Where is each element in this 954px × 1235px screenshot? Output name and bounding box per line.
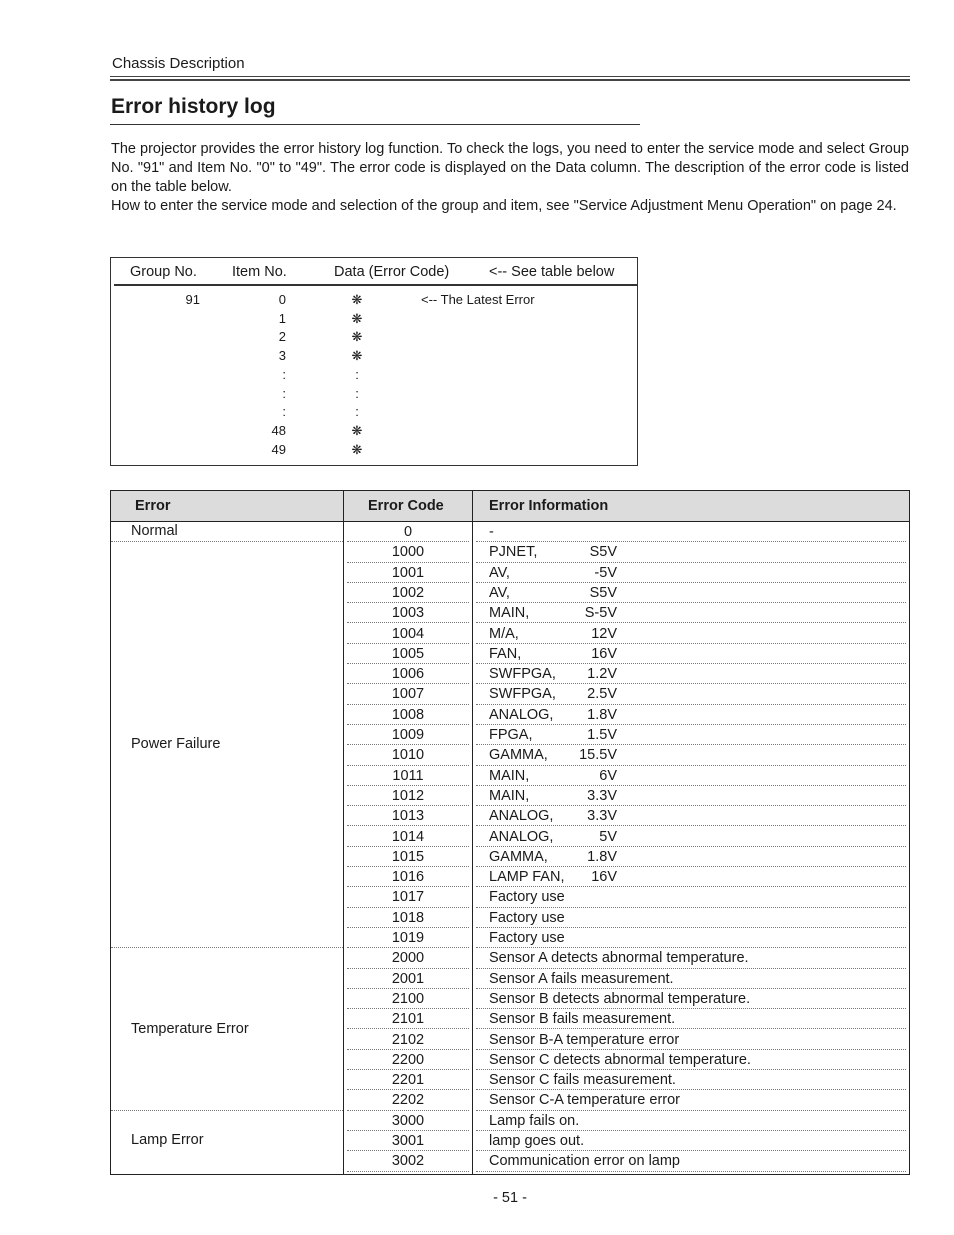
error-code-cell: 1012 [391, 787, 425, 804]
error-code-cell: 2202 [391, 1092, 425, 1109]
error-info-cell: Factory use [489, 930, 565, 946]
table-row [344, 948, 909, 968]
log-data-value: ❋ [351, 329, 363, 345]
intro-paragraph: How to enter the service mode and selection of the group and item, see "Service Adjustment Menu Operation" on page 24. [111, 198, 897, 214]
table-row [344, 745, 909, 765]
log-item-no: 0 [278, 292, 286, 307]
header-see-table: <-- See table below [489, 264, 615, 280]
error-voltage-cell: 3.3V [587, 808, 617, 825]
group-value: 91 [185, 292, 200, 307]
log-data-value: ❋ [351, 441, 363, 457]
log-item-no: : [282, 385, 286, 401]
error-info-cell: Sensor C-A temperature error [489, 1092, 680, 1109]
error-code-cell: 1004 [391, 625, 425, 642]
table-row [344, 644, 909, 664]
table-row [344, 806, 909, 826]
log-item-no: 3 [278, 348, 286, 364]
header-rule-thick [110, 79, 910, 81]
error-code-cell: 2102 [391, 1031, 425, 1048]
intro-paragraph: The projector provides the error history log function. To check the logs, you need to enter the service mode and select Group No. "91" and Item No. "0" to "49". The error code is displayed on the Data column. The description of the error code is listed on the table below. [111, 141, 909, 195]
table-row [344, 705, 909, 725]
log-item-no: 1 [278, 310, 286, 326]
log-data-value: ❋ [351, 422, 363, 438]
error-info-cell: MAIN, [489, 767, 530, 784]
table-row [344, 1111, 909, 1131]
log-item-no: 48 [271, 422, 286, 438]
error-voltage-cell: 6V [599, 767, 617, 784]
error-code-cell: 1006 [391, 666, 425, 683]
error-code-cell: 1001 [391, 564, 425, 581]
error-code-cell: 1017 [391, 889, 425, 906]
title-underline [110, 124, 640, 125]
error-code-cell: 1010 [391, 747, 425, 764]
error-info-cell: SWFPGA, [489, 666, 556, 683]
log-item-no: 2 [278, 329, 286, 345]
table-row [344, 867, 909, 887]
category-separator [111, 947, 343, 948]
error-voltage-cell: 16V [591, 645, 617, 662]
section-label: Chassis Description [112, 55, 245, 72]
error-code-cell: 1005 [391, 645, 425, 662]
error-code-cell: 2200 [391, 1051, 425, 1068]
error-code-cell: 1016 [391, 869, 425, 886]
category-separator [111, 541, 343, 542]
error-voltage-cell: 1.8V [587, 706, 617, 723]
error-info-cell: LAMP FAN, [489, 869, 565, 886]
error-voltage-cell: 1.8V [587, 848, 617, 865]
error-voltage-cell: S5V [589, 584, 617, 601]
table-row [344, 684, 909, 704]
table-row [344, 1050, 909, 1070]
error-info-cell: Factory use [489, 909, 565, 926]
error-category-label: Power Failure [131, 736, 221, 753]
error-category-label: Temperature Error [131, 1020, 249, 1037]
error-info-cell: ANALOG, [489, 706, 554, 723]
error-category-label: Normal [131, 523, 178, 540]
log-header-rule [114, 284, 637, 286]
header-group-no: Group No. [130, 264, 197, 280]
log-box [110, 257, 638, 466]
intro-text [111, 140, 909, 216]
table-row [344, 1131, 909, 1151]
error-info-cell: ANALOG, [489, 828, 554, 845]
error-voltage-cell: 3.3V [587, 787, 617, 804]
table-row [344, 847, 909, 867]
table-row [344, 725, 909, 745]
error-code-cell: 2101 [391, 1011, 425, 1028]
error-info-cell: GAMMA, [489, 848, 548, 865]
error-info-cell: - [489, 524, 494, 540]
error-code-cell: 2100 [391, 990, 425, 1007]
header-data: Data (Error Code) [334, 264, 450, 280]
header-item-no: Item No. [232, 264, 287, 280]
error-code-cell: 2201 [391, 1072, 425, 1089]
error-info-cell: Sensor C fails measurement. [489, 1072, 676, 1089]
table-row [344, 542, 909, 562]
log-item-no: 49 [271, 441, 286, 457]
log-data-value: : [355, 385, 359, 401]
log-item-no: : [282, 404, 286, 420]
error-info-cell: Sensor A fails measurement. [489, 970, 674, 987]
error-info-cell: Factory use [489, 889, 565, 906]
table-row [344, 827, 909, 847]
error-table [110, 490, 910, 1175]
error-info-cell: SWFPGA, [489, 686, 556, 703]
column-error: Error [135, 498, 171, 514]
log-data-value: : [355, 404, 359, 420]
error-info-cell: Sensor C detects abnormal temperature. [489, 1051, 751, 1068]
error-info-cell: Sensor B-A temperature error [489, 1031, 680, 1048]
error-code-cell: 1009 [391, 727, 425, 743]
error-info-cell: PJNET, [489, 544, 538, 561]
table-row [344, 887, 909, 907]
log-data-value: ❋ [351, 348, 363, 364]
error-info-cell: Sensor A detects abnormal temperature. [489, 950, 749, 967]
table-row [344, 522, 909, 542]
table-row [344, 1030, 909, 1050]
error-code-cell: 1008 [391, 706, 425, 723]
error-info-cell: MAIN, [489, 787, 530, 804]
error-info-cell: AV, [489, 584, 510, 601]
error-info-cell: Sensor B detects abnormal temperature. [489, 990, 751, 1007]
table-row [344, 1090, 909, 1110]
error-info-cell: ANALOG, [489, 808, 554, 825]
table-row [344, 1009, 909, 1029]
error-code-cell: 0 [403, 524, 413, 540]
table-header [111, 491, 909, 522]
error-info-cell: AV, [489, 564, 510, 581]
error-voltage-cell: 16V [591, 869, 617, 886]
error-code-cell: 2000 [391, 950, 425, 967]
table-row [344, 603, 909, 623]
category-separator [111, 1110, 343, 1111]
error-voltage-cell: 2.5V [587, 686, 617, 703]
error-category-label: Lamp Error [131, 1132, 204, 1149]
error-code-cell: 3002 [391, 1153, 425, 1170]
log-data-value: ❋ [351, 310, 363, 326]
error-info-cell: GAMMA, [489, 747, 548, 764]
error-code-cell: 1000 [391, 544, 425, 561]
error-info-cell: FAN, [489, 645, 522, 662]
table-row [344, 908, 909, 928]
table-row [344, 1151, 909, 1171]
error-info-cell: M/A, [489, 625, 519, 642]
log-data-value: : [355, 366, 359, 382]
error-info-cell: Lamp fails on. [489, 1112, 580, 1129]
error-code-cell: 1019 [391, 930, 425, 946]
latest-error-note: <-- The Latest Error [421, 292, 535, 307]
table-row [344, 989, 909, 1009]
table-row [344, 624, 909, 644]
error-info-cell: Sensor B fails measurement. [489, 1011, 676, 1028]
row-separator [476, 1171, 906, 1172]
row-separator [347, 1171, 469, 1172]
error-code-cell: 3000 [391, 1112, 425, 1129]
error-code-cell: 3001 [391, 1133, 425, 1149]
error-info-cell: MAIN, [489, 605, 530, 622]
column-error-code: Error Code [368, 498, 444, 514]
error-code-cell: 1007 [391, 686, 425, 703]
error-voltage-cell: 1.2V [587, 666, 617, 683]
error-info-cell: FPGA, [489, 727, 533, 743]
table-row [344, 969, 909, 989]
error-code-cell: 1014 [391, 828, 425, 845]
log-item-no: : [282, 366, 286, 382]
table-row [344, 766, 909, 786]
error-voltage-cell: -5V [594, 564, 617, 581]
error-code-cell: 1013 [391, 808, 425, 825]
error-code-cell: 1002 [391, 584, 425, 601]
error-voltage-cell: S5V [589, 544, 617, 561]
error-voltage-cell: 15.5V [579, 747, 617, 764]
error-info-cell: lamp goes out. [489, 1133, 585, 1149]
table-row [344, 664, 909, 684]
error-info-cell: Communication error on lamp [489, 1153, 680, 1170]
error-voltage-cell: S-5V [584, 605, 617, 622]
error-code-cell: 1015 [391, 848, 425, 865]
error-code-cell: 2001 [391, 970, 425, 987]
error-code-cell: 1011 [392, 767, 424, 784]
table-row [344, 786, 909, 806]
page-title: Error history log [111, 95, 276, 118]
column-error-information: Error Information [489, 498, 609, 514]
table-row [344, 1070, 909, 1090]
table-row [344, 583, 909, 603]
error-code-cell: 1018 [391, 909, 425, 926]
table-row [344, 563, 909, 583]
error-voltage-cell: 5V [599, 828, 617, 845]
error-voltage-cell: 12V [591, 625, 617, 642]
page-number: - 51 - [493, 1190, 527, 1206]
header-rule-thin [110, 76, 910, 77]
error-code-cell: 1003 [391, 605, 425, 622]
table-row [344, 928, 909, 948]
error-voltage-cell: 1.5V [587, 727, 617, 743]
log-data-value: ❋ [351, 292, 363, 307]
